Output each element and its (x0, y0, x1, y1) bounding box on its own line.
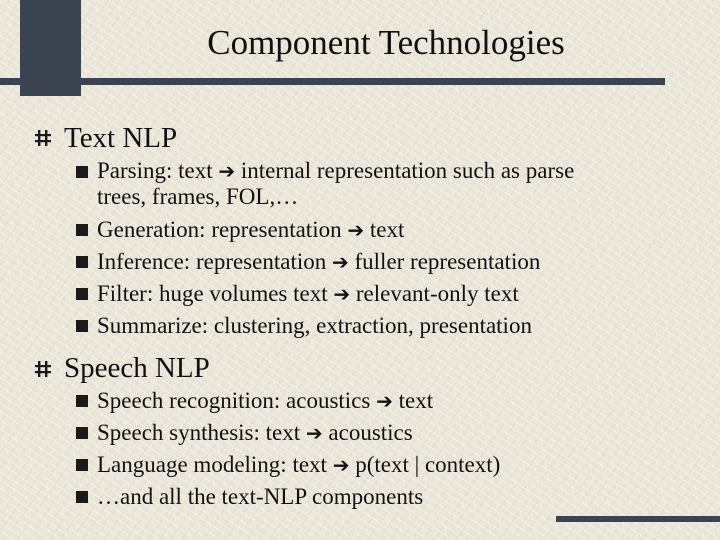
decorative-bottom-bar (556, 516, 720, 522)
square-bullet-icon (76, 166, 88, 178)
arrow-right-icon: ➔ (376, 389, 393, 413)
list-item-text: Generation: representation ➔ text (97, 217, 405, 242)
arrow-right-icon: ➔ (333, 282, 351, 306)
list-item-continuation: trees, frames, FOL,… (97, 184, 299, 209)
list-item-text: …and all the text-NLP components (97, 484, 424, 509)
arrow-right-icon: ➔ (331, 250, 349, 274)
list-item-text: Speech recognition: acoustics ➔ text (97, 388, 434, 413)
list-item-text: Parsing: text ➔ internal representation such as parse (97, 158, 575, 183)
square-bullet-icon (76, 320, 88, 332)
arrow-right-icon: ➔ (305, 421, 323, 445)
list-item-text: Summarize: clustering, extraction, presentation (97, 313, 532, 338)
list-item-text: Language modeling: text ➔ p(text | context) (97, 452, 501, 477)
slide-title: Component Technologies (207, 23, 565, 62)
square-bullet-icon (76, 256, 88, 268)
square-bullet-icon (76, 491, 88, 503)
square-bullet-icon (76, 395, 88, 407)
hash-bullet-icon (34, 129, 52, 147)
arrow-right-icon: ➔ (218, 159, 236, 183)
arrow-right-icon: ➔ (332, 453, 350, 477)
square-bullet-icon (76, 427, 88, 439)
square-bullet-icon (76, 224, 88, 236)
square-bullet-icon (76, 288, 88, 300)
section-heading: Text NLP (64, 122, 178, 154)
decorative-horizontal-bar (0, 78, 665, 85)
hash-bullet-icon (34, 360, 52, 378)
arrow-right-icon: ➔ (347, 218, 365, 242)
list-item-text: Speech synthesis: text ➔ acoustics (97, 420, 413, 445)
square-bullet-icon (76, 459, 88, 471)
list-item-text: Inference: representation ➔ fuller representation (97, 249, 541, 274)
list-item-text: Filter: huge volumes text ➔ relevant-only text (97, 281, 519, 306)
section-heading: Speech NLP (64, 352, 210, 384)
